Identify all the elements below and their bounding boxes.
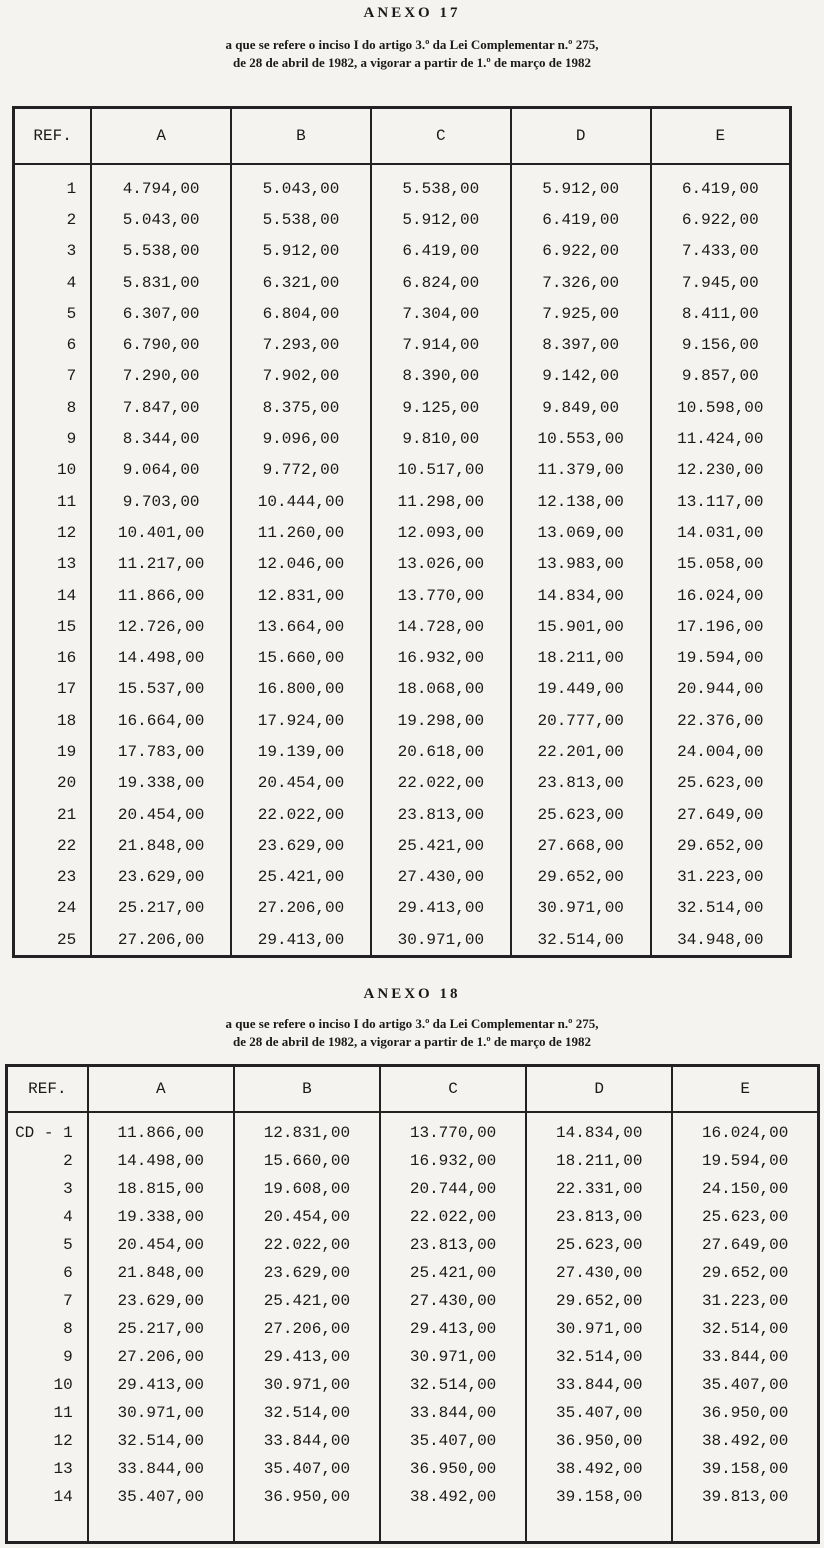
value-cell: 17.783,00 <box>91 736 231 767</box>
value-cell: 39.158,00 <box>672 1455 818 1483</box>
ref-cell: 5 <box>14 298 92 329</box>
value-cell: 38.492,00 <box>672 1427 818 1455</box>
value-cell: 35.407,00 <box>526 1399 672 1427</box>
value-cell: 5.538,00 <box>231 204 371 235</box>
column-header: REF. <box>7 1066 88 1113</box>
value-cell: 23.629,00 <box>91 862 231 893</box>
value-cell: 7.945,00 <box>651 267 791 298</box>
ref-cell: 15 <box>14 611 92 642</box>
value-cell: 15.058,00 <box>651 549 791 580</box>
value-cell: 19.298,00 <box>371 705 511 736</box>
value-cell: 24.004,00 <box>651 736 791 767</box>
value-cell: 27.649,00 <box>672 1231 818 1259</box>
ref-cell: 7 <box>14 361 92 392</box>
value-cell: 29.652,00 <box>511 862 651 893</box>
value-cell: 7.433,00 <box>651 236 791 267</box>
value-cell: 21.848,00 <box>91 830 231 861</box>
value-cell: 9.125,00 <box>371 392 511 423</box>
ref-cell: 3 <box>7 1175 88 1203</box>
value-cell: 38.492,00 <box>380 1483 526 1543</box>
value-cell: 32.514,00 <box>651 893 791 924</box>
value-cell: 22.331,00 <box>526 1175 672 1203</box>
value-cell: 4.794,00 <box>91 164 231 204</box>
value-cell: 7.925,00 <box>511 298 651 329</box>
value-cell: 23.629,00 <box>234 1259 380 1287</box>
value-cell: 23.813,00 <box>511 768 651 799</box>
value-cell: 16.800,00 <box>231 674 371 705</box>
column-header: E <box>672 1066 818 1113</box>
value-cell: 20.454,00 <box>88 1231 234 1259</box>
table-row <box>7 1343 819 1371</box>
column-header: C <box>371 108 511 165</box>
table-row <box>14 164 791 204</box>
value-cell: 13.770,00 <box>380 1112 526 1147</box>
table-header-row <box>7 1066 819 1113</box>
value-cell: 23.813,00 <box>380 1231 526 1259</box>
value-cell: 39.158,00 <box>526 1483 672 1543</box>
value-cell: 30.971,00 <box>88 1399 234 1427</box>
value-cell: 33.844,00 <box>380 1399 526 1427</box>
value-cell: 12.046,00 <box>231 549 371 580</box>
value-cell: 13.770,00 <box>371 580 511 611</box>
value-cell: 36.950,00 <box>526 1427 672 1455</box>
ref-cell: CD - 1 <box>7 1112 88 1147</box>
value-cell: 5.043,00 <box>91 204 231 235</box>
value-cell: 23.813,00 <box>371 799 511 830</box>
value-cell: 6.824,00 <box>371 267 511 298</box>
value-cell: 27.206,00 <box>231 893 371 924</box>
value-cell: 12.093,00 <box>371 517 511 548</box>
value-cell: 14.031,00 <box>651 517 791 548</box>
value-cell: 15.660,00 <box>231 642 371 673</box>
value-cell: 25.421,00 <box>380 1259 526 1287</box>
value-cell: 7.914,00 <box>371 329 511 360</box>
value-cell: 14.498,00 <box>88 1147 234 1175</box>
value-cell: 10.517,00 <box>371 455 511 486</box>
value-cell: 19.338,00 <box>91 768 231 799</box>
value-cell: 19.608,00 <box>234 1175 380 1203</box>
ref-cell: 11 <box>7 1399 88 1427</box>
value-cell: 18.815,00 <box>88 1175 234 1203</box>
table-row <box>14 517 791 548</box>
table-row <box>7 1259 819 1287</box>
value-cell: 19.594,00 <box>672 1147 818 1175</box>
ref-cell: 8 <box>7 1315 88 1343</box>
table-row <box>14 298 791 329</box>
value-cell: 25.421,00 <box>231 862 371 893</box>
ref-cell: 2 <box>14 204 92 235</box>
value-cell: 35.407,00 <box>234 1455 380 1483</box>
value-cell: 7.290,00 <box>91 361 231 392</box>
value-cell: 20.777,00 <box>511 705 651 736</box>
value-cell: 32.514,00 <box>672 1315 818 1343</box>
column-header: D <box>511 108 651 165</box>
annex18-title: ANEXO 18 <box>363 986 461 1002</box>
value-cell: 11.217,00 <box>91 549 231 580</box>
table-row <box>14 329 791 360</box>
value-cell: 9.857,00 <box>651 361 791 392</box>
value-cell: 10.598,00 <box>651 392 791 423</box>
ref-cell: 13 <box>7 1455 88 1483</box>
annex18-subtitle-1: a que se refere o inciso I do artigo 3.º da Lei Complementar n.º 275, <box>225 1016 599 1031</box>
value-cell: 34.948,00 <box>651 924 791 957</box>
ref-cell: 8 <box>14 392 92 423</box>
table-row <box>14 924 791 957</box>
table-row <box>14 204 791 235</box>
value-cell: 17.196,00 <box>651 611 791 642</box>
value-cell: 14.728,00 <box>371 611 511 642</box>
value-cell: 33.844,00 <box>88 1455 234 1483</box>
value-cell: 22.376,00 <box>651 705 791 736</box>
ref-cell: 4 <box>7 1203 88 1231</box>
value-cell: 25.217,00 <box>91 893 231 924</box>
value-cell: 13.983,00 <box>511 549 651 580</box>
table-row <box>14 580 791 611</box>
value-cell: 13.069,00 <box>511 517 651 548</box>
ref-cell: 21 <box>14 799 92 830</box>
value-cell: 9.703,00 <box>91 486 231 517</box>
table-row <box>14 705 791 736</box>
column-header: B <box>234 1066 380 1113</box>
value-cell: 36.950,00 <box>380 1455 526 1483</box>
column-header: REF. <box>14 108 92 165</box>
table-row <box>14 455 791 486</box>
value-cell: 6.419,00 <box>371 236 511 267</box>
value-cell: 18.211,00 <box>526 1147 672 1175</box>
table-row <box>14 611 791 642</box>
value-cell: 10.444,00 <box>231 486 371 517</box>
value-cell: 8.397,00 <box>511 329 651 360</box>
table-row <box>7 1399 819 1427</box>
value-cell: 5.538,00 <box>91 236 231 267</box>
value-cell: 36.950,00 <box>672 1399 818 1427</box>
value-cell: 25.421,00 <box>234 1287 380 1315</box>
annex17-subtitle-2: de 28 de abril de 1982, a vigorar a partir de 1.º de março de 1982 <box>232 55 592 70</box>
value-cell: 23.629,00 <box>231 830 371 861</box>
ref-cell: 22 <box>14 830 92 861</box>
value-cell: 5.912,00 <box>371 204 511 235</box>
value-cell: 10.401,00 <box>91 517 231 548</box>
value-cell: 25.623,00 <box>651 768 791 799</box>
table-row <box>7 1315 819 1343</box>
table-row <box>14 830 791 861</box>
value-cell: 30.971,00 <box>371 924 511 957</box>
value-cell: 12.831,00 <box>234 1112 380 1147</box>
value-cell: 16.024,00 <box>672 1112 818 1147</box>
annex18-subtitle-2: de 28 de abril de 1982, a vigorar a partir de 1.º de março de 1982 <box>232 1034 592 1049</box>
value-cell: 10.553,00 <box>511 423 651 454</box>
value-cell: 30.971,00 <box>234 1371 380 1399</box>
ref-cell: 18 <box>14 705 92 736</box>
value-cell: 9.156,00 <box>651 329 791 360</box>
ref-cell: 10 <box>14 455 92 486</box>
value-cell: 32.514,00 <box>380 1371 526 1399</box>
table-row <box>7 1147 819 1175</box>
value-cell: 6.419,00 <box>511 204 651 235</box>
value-cell: 15.537,00 <box>91 674 231 705</box>
value-cell: 14.498,00 <box>91 642 231 673</box>
value-cell: 27.668,00 <box>511 830 651 861</box>
value-cell: 6.419,00 <box>651 164 791 204</box>
value-cell: 19.594,00 <box>651 642 791 673</box>
value-cell: 6.922,00 <box>511 236 651 267</box>
table-row <box>7 1112 819 1147</box>
table-row <box>14 392 791 423</box>
value-cell: 9.142,00 <box>511 361 651 392</box>
value-cell: 7.326,00 <box>511 267 651 298</box>
table-row <box>14 799 791 830</box>
ref-cell: 11 <box>14 486 92 517</box>
value-cell: 16.932,00 <box>380 1147 526 1175</box>
value-cell: 5.538,00 <box>371 164 511 204</box>
ref-cell: 6 <box>14 329 92 360</box>
value-cell: 6.804,00 <box>231 298 371 329</box>
value-cell: 39.813,00 <box>672 1483 818 1543</box>
table-row <box>14 549 791 580</box>
value-cell: 25.421,00 <box>371 830 511 861</box>
ref-cell: 2 <box>7 1147 88 1175</box>
value-cell: 6.790,00 <box>91 329 231 360</box>
column-header: A <box>91 108 231 165</box>
ref-cell: 1 <box>14 164 92 204</box>
value-cell: 9.810,00 <box>371 423 511 454</box>
value-cell: 16.024,00 <box>651 580 791 611</box>
ref-cell: 16 <box>14 642 92 673</box>
value-cell: 32.514,00 <box>88 1427 234 1455</box>
value-cell: 27.206,00 <box>234 1315 380 1343</box>
value-cell: 22.022,00 <box>371 768 511 799</box>
table-row <box>7 1483 819 1543</box>
ref-cell: 4 <box>14 267 92 298</box>
value-cell: 29.413,00 <box>231 924 371 957</box>
value-cell: 22.201,00 <box>511 736 651 767</box>
table-row <box>14 486 791 517</box>
table-row <box>14 423 791 454</box>
value-cell: 20.744,00 <box>380 1175 526 1203</box>
value-cell: 11.379,00 <box>511 455 651 486</box>
table-row <box>7 1175 819 1203</box>
value-cell: 11.424,00 <box>651 423 791 454</box>
ref-cell: 13 <box>14 549 92 580</box>
value-cell: 8.411,00 <box>651 298 791 329</box>
value-cell: 35.407,00 <box>88 1483 234 1543</box>
value-cell: 20.618,00 <box>371 736 511 767</box>
value-cell: 22.022,00 <box>380 1203 526 1231</box>
value-cell: 12.726,00 <box>91 611 231 642</box>
ref-cell: 5 <box>7 1231 88 1259</box>
value-cell: 29.652,00 <box>526 1287 672 1315</box>
value-cell: 20.454,00 <box>91 799 231 830</box>
annex17-subtitle-1: a que se refere o inciso I do artigo 3.º da Lei Complementar n.º 275, <box>225 37 599 52</box>
value-cell: 14.834,00 <box>511 580 651 611</box>
value-cell: 9.772,00 <box>231 455 371 486</box>
ref-cell: 7 <box>7 1287 88 1315</box>
value-cell: 31.223,00 <box>651 862 791 893</box>
value-cell: 12.138,00 <box>511 486 651 517</box>
value-cell: 23.629,00 <box>88 1287 234 1315</box>
table-row <box>7 1231 819 1259</box>
ref-cell: 9 <box>7 1343 88 1371</box>
ref-cell: 10 <box>7 1371 88 1399</box>
value-cell: 22.022,00 <box>234 1231 380 1259</box>
value-cell: 30.971,00 <box>511 893 651 924</box>
value-cell: 19.139,00 <box>231 736 371 767</box>
table-row <box>14 361 791 392</box>
ref-cell: 12 <box>7 1427 88 1455</box>
table-row <box>14 674 791 705</box>
value-cell: 14.834,00 <box>526 1112 672 1147</box>
value-cell: 38.492,00 <box>526 1455 672 1483</box>
table-row <box>14 642 791 673</box>
value-cell: 6.321,00 <box>231 267 371 298</box>
value-cell: 30.971,00 <box>380 1343 526 1371</box>
table-row <box>14 768 791 799</box>
value-cell: 13.117,00 <box>651 486 791 517</box>
table-row <box>14 862 791 893</box>
annex17-table <box>12 106 792 958</box>
value-cell: 27.430,00 <box>526 1259 672 1287</box>
value-cell: 16.664,00 <box>91 705 231 736</box>
value-cell: 33.844,00 <box>672 1343 818 1371</box>
table-row <box>7 1455 819 1483</box>
value-cell: 27.430,00 <box>371 862 511 893</box>
value-cell: 17.924,00 <box>231 705 371 736</box>
column-header: B <box>231 108 371 165</box>
value-cell: 29.413,00 <box>234 1343 380 1371</box>
value-cell: 5.912,00 <box>511 164 651 204</box>
ref-cell: 14 <box>7 1483 88 1543</box>
ref-cell: 12 <box>14 517 92 548</box>
value-cell: 18.068,00 <box>371 674 511 705</box>
value-cell: 32.514,00 <box>526 1343 672 1371</box>
table-row <box>7 1203 819 1231</box>
value-cell: 6.307,00 <box>91 298 231 329</box>
value-cell: 9.096,00 <box>231 423 371 454</box>
value-cell: 19.449,00 <box>511 674 651 705</box>
value-cell: 8.390,00 <box>371 361 511 392</box>
value-cell: 20.454,00 <box>231 768 371 799</box>
value-cell: 5.912,00 <box>231 236 371 267</box>
value-cell: 16.932,00 <box>371 642 511 673</box>
value-cell: 25.217,00 <box>88 1315 234 1343</box>
value-cell: 30.971,00 <box>526 1315 672 1343</box>
value-cell: 27.430,00 <box>380 1287 526 1315</box>
value-cell: 9.849,00 <box>511 392 651 423</box>
value-cell: 27.206,00 <box>88 1343 234 1371</box>
annex18-table <box>5 1064 820 1544</box>
value-cell: 15.660,00 <box>234 1147 380 1175</box>
value-cell: 7.304,00 <box>371 298 511 329</box>
value-cell: 29.413,00 <box>371 893 511 924</box>
value-cell: 5.831,00 <box>91 267 231 298</box>
value-cell: 19.338,00 <box>88 1203 234 1231</box>
value-cell: 6.922,00 <box>651 204 791 235</box>
ref-cell: 14 <box>14 580 92 611</box>
ref-cell: 19 <box>14 736 92 767</box>
value-cell: 23.813,00 <box>526 1203 672 1231</box>
value-cell: 7.293,00 <box>231 329 371 360</box>
value-cell: 35.407,00 <box>380 1427 526 1455</box>
value-cell: 24.150,00 <box>672 1175 818 1203</box>
value-cell: 29.413,00 <box>88 1371 234 1399</box>
value-cell: 11.866,00 <box>91 580 231 611</box>
value-cell: 7.902,00 <box>231 361 371 392</box>
value-cell: 12.230,00 <box>651 455 791 486</box>
value-cell: 18.211,00 <box>511 642 651 673</box>
ref-cell: 9 <box>14 423 92 454</box>
table-row <box>7 1371 819 1399</box>
table-row <box>7 1427 819 1455</box>
table-row <box>14 736 791 767</box>
value-cell: 11.866,00 <box>88 1112 234 1147</box>
ref-cell: 3 <box>14 236 92 267</box>
table-row <box>7 1287 819 1315</box>
table-row <box>14 236 791 267</box>
annex17-title: ANEXO 17 <box>363 5 461 21</box>
table-row <box>14 893 791 924</box>
ref-cell: 6 <box>7 1259 88 1287</box>
value-cell: 25.623,00 <box>511 799 651 830</box>
column-header: A <box>88 1066 234 1113</box>
value-cell: 33.844,00 <box>526 1371 672 1399</box>
value-cell: 31.223,00 <box>672 1287 818 1315</box>
value-cell: 33.844,00 <box>234 1427 380 1455</box>
table-row <box>14 267 791 298</box>
value-cell: 35.407,00 <box>672 1371 818 1399</box>
value-cell: 21.848,00 <box>88 1259 234 1287</box>
value-cell: 7.847,00 <box>91 392 231 423</box>
value-cell: 25.623,00 <box>672 1203 818 1231</box>
value-cell: 11.298,00 <box>371 486 511 517</box>
ref-cell: 25 <box>14 924 92 957</box>
value-cell: 13.664,00 <box>231 611 371 642</box>
value-cell: 32.514,00 <box>234 1399 380 1427</box>
value-cell: 8.344,00 <box>91 423 231 454</box>
value-cell: 22.022,00 <box>231 799 371 830</box>
ref-cell: 24 <box>14 893 92 924</box>
value-cell: 36.950,00 <box>234 1483 380 1543</box>
value-cell: 27.206,00 <box>91 924 231 957</box>
value-cell: 29.413,00 <box>380 1315 526 1343</box>
value-cell: 27.649,00 <box>651 799 791 830</box>
value-cell: 32.514,00 <box>511 924 651 957</box>
value-cell: 5.043,00 <box>231 164 371 204</box>
value-cell: 20.944,00 <box>651 674 791 705</box>
column-header: D <box>526 1066 672 1113</box>
column-header: C <box>380 1066 526 1113</box>
value-cell: 13.026,00 <box>371 549 511 580</box>
value-cell: 12.831,00 <box>231 580 371 611</box>
value-cell: 8.375,00 <box>231 392 371 423</box>
value-cell: 11.260,00 <box>231 517 371 548</box>
ref-cell: 20 <box>14 768 92 799</box>
value-cell: 29.652,00 <box>651 830 791 861</box>
value-cell: 15.901,00 <box>511 611 651 642</box>
value-cell: 29.652,00 <box>672 1259 818 1287</box>
ref-cell: 23 <box>14 862 92 893</box>
value-cell: 20.454,00 <box>234 1203 380 1231</box>
value-cell: 25.623,00 <box>526 1231 672 1259</box>
column-header: E <box>651 108 791 165</box>
value-cell: 9.064,00 <box>91 455 231 486</box>
table-header-row <box>14 108 791 165</box>
ref-cell: 17 <box>14 674 92 705</box>
